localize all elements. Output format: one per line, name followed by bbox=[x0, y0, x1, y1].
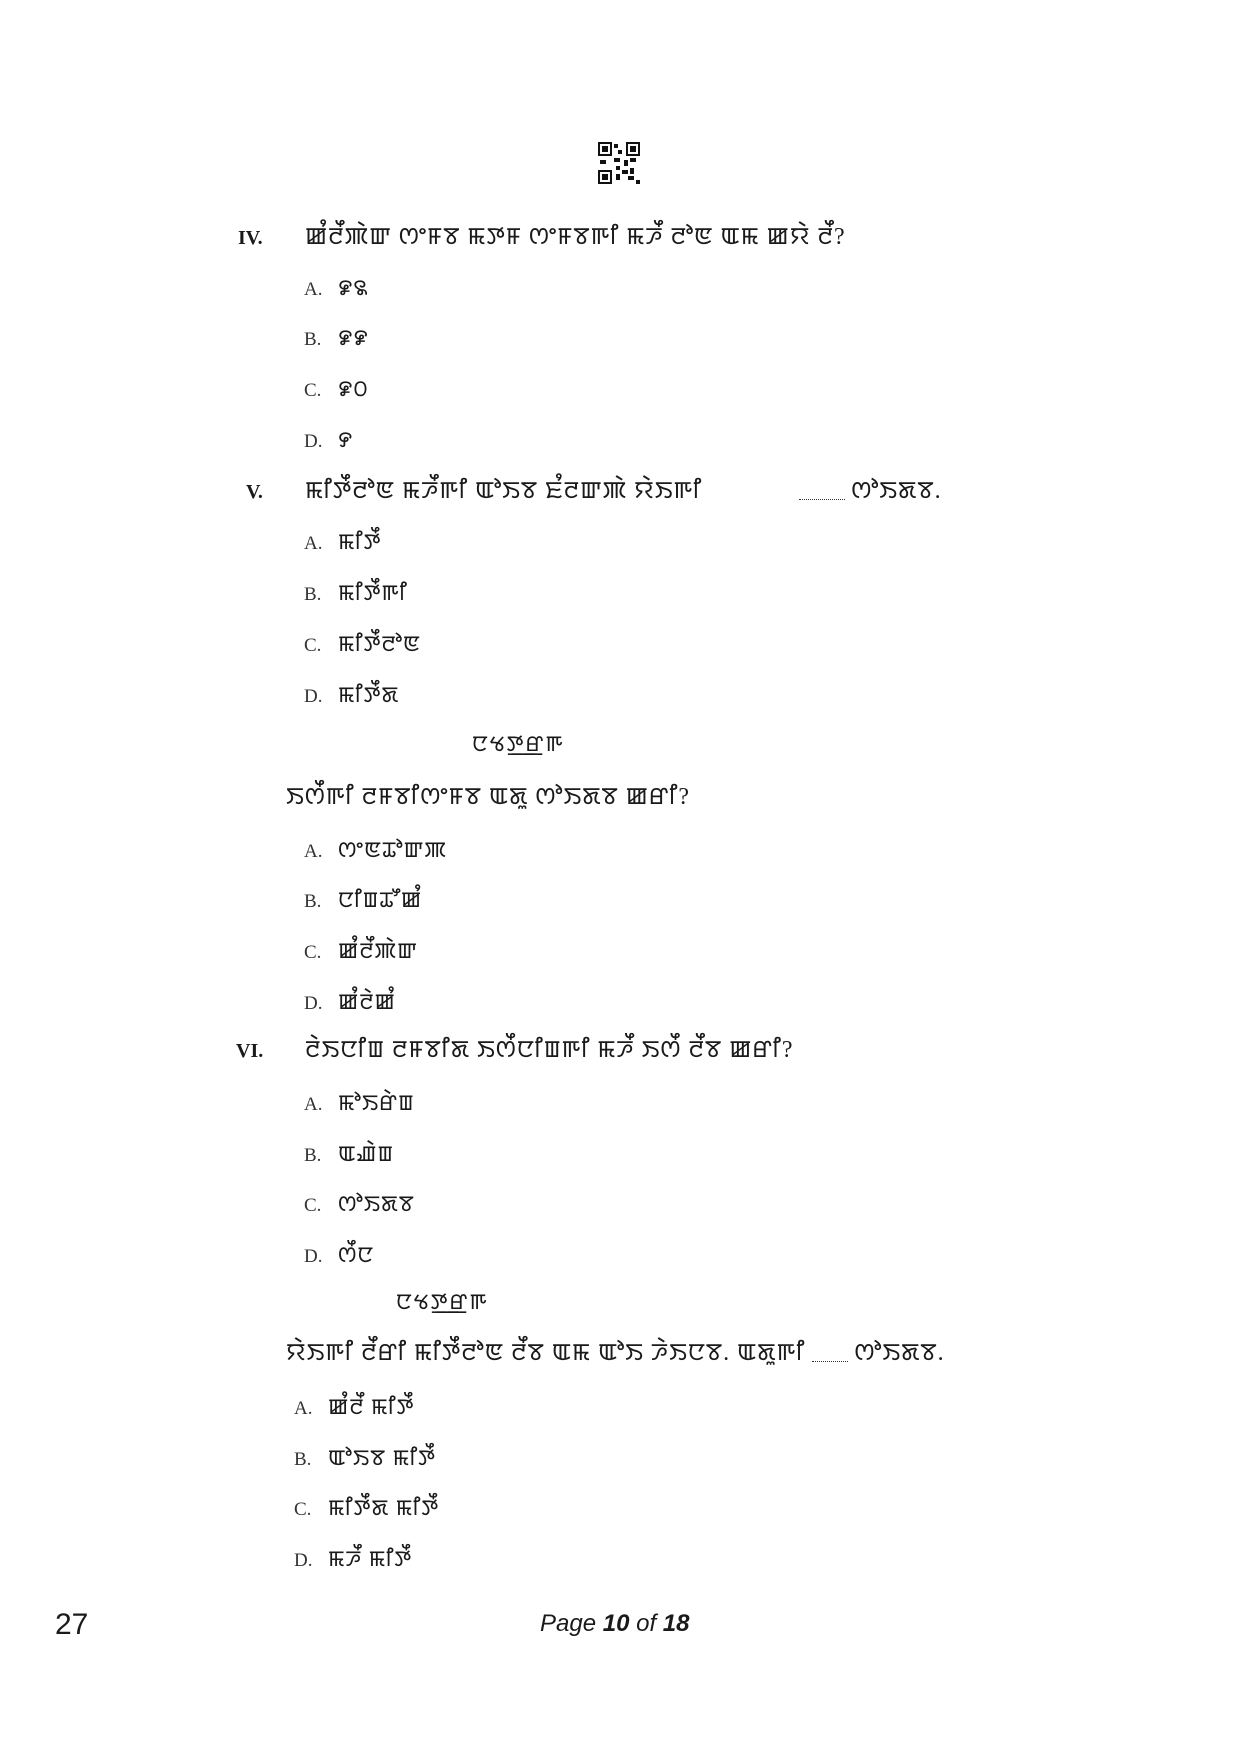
question-text: ꯂꯥꯏꯅꯤꯡ ꯂꯝꯕꯤꯗ ꯏꯁꯩꯅꯤꯡꯒꯤ ꯃꯍꯩ ꯏꯁꯩ ꯂꯩꯕ ꯀꯔꯤ? bbox=[305, 1037, 794, 1063]
answer-blank bbox=[812, 1361, 848, 1362]
option-d: D. ꯁꯩꯅ bbox=[304, 1242, 375, 1267]
option-a: A. ꯀꯪꯂꯩ ꯃꯤꯇꯩ bbox=[294, 1394, 415, 1419]
option-c: C. ꯁꯣꯏꯗꯕ bbox=[304, 1191, 415, 1216]
question-text: ꯏꯁꯩꯒꯤ ꯂꯝꯕꯤꯁꯦꯝꯕ ꯑꯗꯨ ꯁꯣꯏꯗꯕ ꯀꯔꯤ? bbox=[286, 784, 691, 810]
option-d: D. ꯃꯤꯇꯩꯗ bbox=[304, 682, 400, 707]
option-b: B. ꯃꯤꯇꯩꯒꯤ bbox=[304, 580, 408, 605]
or-label: ꯅꯠꯇ꯭ꯔꯒ bbox=[396, 1289, 489, 1314]
question-number: IV. bbox=[238, 227, 263, 249]
option-c: C. ꯀꯪꯂꯩꯄꯥꯛ bbox=[304, 938, 418, 963]
paper-code: 27 bbox=[55, 1608, 89, 1641]
option-d: D. ꯸ bbox=[304, 427, 354, 452]
question-text: ꯃꯤꯇꯩꯂꯣꯟ ꯃꯍꯩꯒꯤ ꯑꯣꯏꯕ ꯐꯪꯂꯛꯄꯥ ꯌꯥꯏꯒꯤ ꯁꯣꯏꯗꯕ. bbox=[305, 478, 942, 504]
option-c: C. ꯃꯤꯇꯩꯗ ꯃꯤꯇꯩ bbox=[294, 1495, 440, 1520]
option-c: C. ꯹꯰ bbox=[304, 376, 369, 401]
option-b: B. ꯑꯣꯏꯕ ꯃꯤꯇꯩ bbox=[294, 1445, 437, 1470]
option-d: D. ꯃꯍꯩ ꯃꯤꯇꯩ bbox=[294, 1546, 413, 1571]
option-a: A. ꯃꯤꯇꯩ bbox=[304, 529, 382, 554]
option-b: B. ꯑꯉꯥꯡ bbox=[304, 1141, 395, 1166]
page-number: Page 10 of 18 bbox=[540, 1610, 690, 1637]
option-c: C. ꯃꯤꯇꯩꯂꯣꯟ bbox=[304, 631, 421, 656]
question-number: V. bbox=[246, 481, 263, 503]
option-b: B. ꯹꯹ bbox=[304, 325, 369, 350]
option-b: B. ꯅꯤꯡꯊꯧꯀꯪ bbox=[304, 887, 423, 912]
option-a: A. ꯹꯲ bbox=[304, 275, 369, 300]
question-number: VI. bbox=[236, 1040, 264, 1062]
question-text: ꯌꯥꯏꯒꯤ ꯂꯩꯔꯤ ꯃꯤꯇꯩꯂꯣꯟ ꯂꯩꯕ ꯑꯃ ꯑꯣꯏ ꯍꯥꯏꯅꯕ. ꯑꯗꯨꯒꯤ ꯁꯣꯏꯗꯕ. bbox=[286, 1340, 945, 1366]
option-d: D. ꯀꯪꯂꯥꯀꯪ bbox=[304, 989, 396, 1014]
option-a: A. ꯃꯣꯏꯔꯥꯡ bbox=[304, 1090, 415, 1115]
qr-code-icon bbox=[598, 142, 640, 184]
or-label: ꯅꯠꯇ꯭ꯔꯒ bbox=[472, 731, 565, 756]
option-a: A. ꯁꯦꯟꯊꯣꯛꯄ bbox=[304, 837, 447, 862]
answer-blank bbox=[799, 499, 845, 500]
question-text: ꯀꯪꯂꯩꯄꯥꯛ ꯁꯦꯝꯕ ꯃꯇꯝ ꯁꯦꯝꯕꯒꯤ ꯃꯍꯩ ꯂꯣꯟ ꯑꯃ ꯀꯌꯥ ꯂꯩ? bbox=[305, 224, 846, 250]
